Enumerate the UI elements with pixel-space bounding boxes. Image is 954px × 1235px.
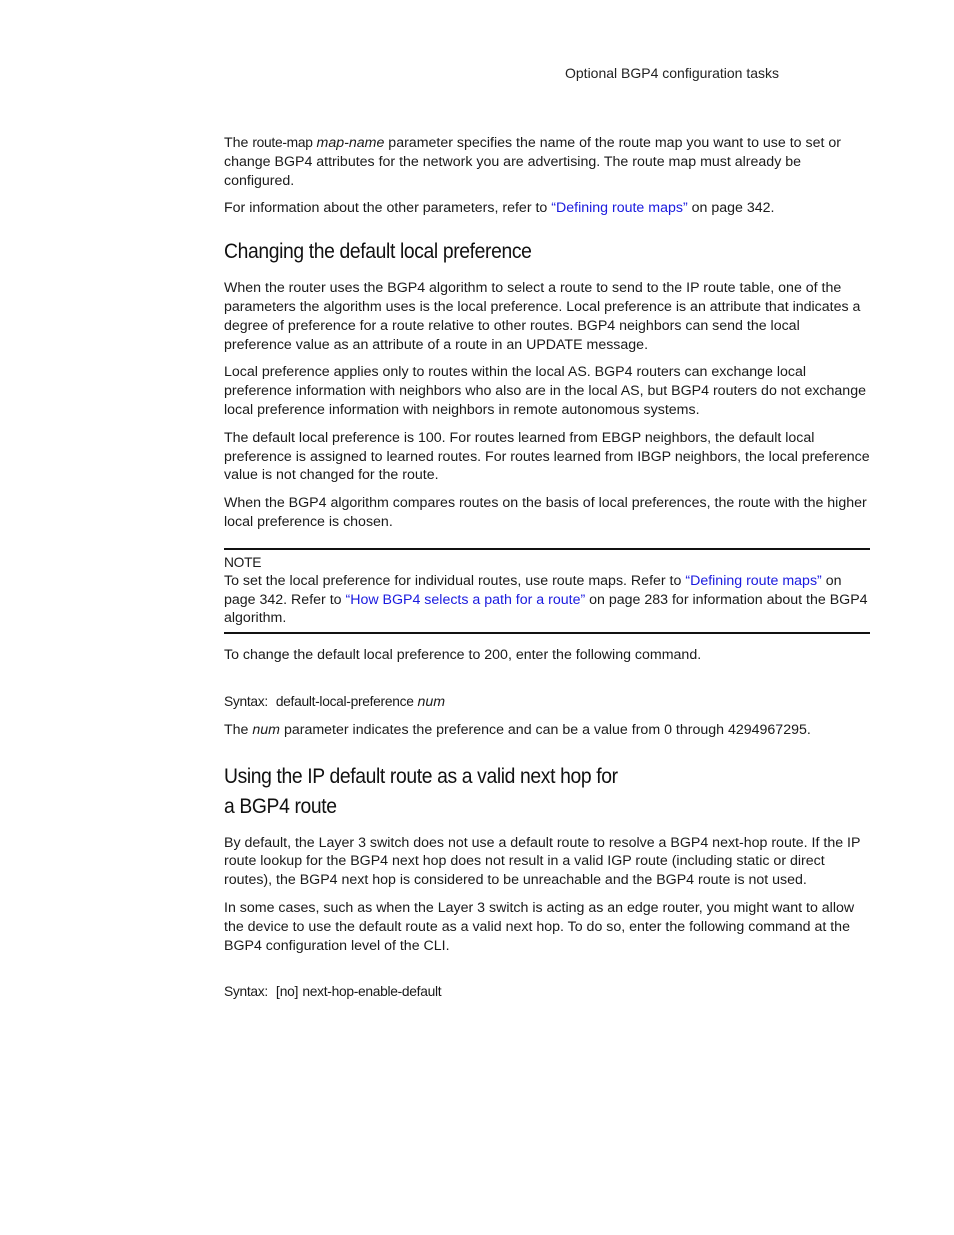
- command-keyword: next-hop-enable-default: [302, 984, 442, 1000]
- cross-reference-link[interactable]: “How BGP4 selects a path for a route”: [345, 591, 586, 608]
- section-heading-local-preference: Changing the default local preference: [224, 240, 532, 264]
- cross-reference-link[interactable]: “Defining route maps”: [551, 200, 688, 217]
- intro-paragraph-parameters: [224, 199, 870, 218]
- text: parameter indicates the preference and can be a value from 0 through 4294967295.: [280, 721, 811, 738]
- note-box: [224, 548, 870, 634]
- body-paragraph: By default, the Layer 3 switch does not use a default route to resolve a BGP4 next-hop route. If the IP route lookup for the BGP4 next hop does not result in a valid IGP route (including static or direct routes), the BGP4 next hop is considered to be unreachable and the BGP4 route is not used.: [224, 834, 861, 889]
- body-paragraph: When the BGP4 algorithm compares routes on the basis of local preferences, the route with the higher local preference is chosen.: [224, 495, 867, 530]
- intro-paragraph-route-map: [224, 134, 870, 190]
- text: The: [224, 135, 253, 151]
- command-keyword: no: [279, 984, 295, 1000]
- bracket: [: [275, 984, 280, 1001]
- syntax-label: Syntax:: [224, 693, 268, 709]
- variable-name: num: [252, 721, 280, 738]
- parameter-paragraph: [224, 721, 870, 740]
- body-paragraph: In some cases, such as when the Layer 3 switch is acting as an edge router, you might want to allow the device to use the default route as a valid next hop. To do so, enter the following command at the BGP4 configuration level of the CLI.: [224, 899, 855, 954]
- variable-name: map-name: [316, 135, 385, 151]
- body-paragraph: Local preference applies only to routes within the local AS. BGP4 routers can exchange local preference information with neighbors who also are in the local AS, but BGP4 routers do not exchange local preference information with neighbors in remote autonomous systems.: [224, 364, 866, 418]
- body-paragraph: The default local preference is 100. For routes learned from EBGP neighbors, the default local preference is assigned to learned routes. For routes learned from IBGP neighbors, the local preference value is not changed for the route.: [224, 429, 870, 484]
- command-keyword: default-local-preference: [275, 693, 414, 709]
- note-text: [224, 572, 870, 628]
- text: on page 342.: [687, 200, 775, 217]
- text: For information about the other parameters, refer to: [224, 200, 552, 217]
- body-paragraph: When the router uses the BGP4 algorithm to select a route to send to the IP route table, one of the parameters the algorithm uses is the local preference. Local preference is an attribute that indicates a degree of preference for a route relative to other routes. BGP4 neighbors can send the local preference value as an attribute of a route in an UPDATE message.: [224, 280, 861, 353]
- variable-name: num: [417, 693, 446, 710]
- text: parameter specifies the name of the route map you want to use to set or change BGP4 attributes for the network you are advertising. The route map must already be configured.: [224, 135, 841, 189]
- syntax-line: [224, 983, 870, 1002]
- heading-line: Using the IP default route as a valid next hop for: [224, 764, 618, 788]
- text: on page 283 for information about the BGP4 algorithm.: [224, 591, 868, 627]
- heading-line: a BGP4 route: [224, 794, 337, 818]
- bracket: ]: [294, 984, 299, 1001]
- syntax-label: Syntax:: [224, 984, 268, 1000]
- cross-reference-link[interactable]: “Defining route maps”: [685, 572, 822, 589]
- syntax-line: [224, 693, 870, 712]
- note-label: NOTE: [224, 554, 262, 570]
- text: To set the local preference for individual routes, use route maps. Refer to: [224, 572, 686, 589]
- command-keyword: route-map: [252, 135, 313, 150]
- instruction-paragraph: To change the default local preference to 200, enter the following command.: [224, 647, 702, 664]
- page-content: [224, 134, 870, 1011]
- section-heading-default-route: [224, 762, 868, 822]
- text: on page 342. Refer to: [224, 572, 842, 608]
- text: The: [224, 721, 253, 738]
- running-header: Optional BGP4 configuration tasks: [565, 65, 780, 81]
